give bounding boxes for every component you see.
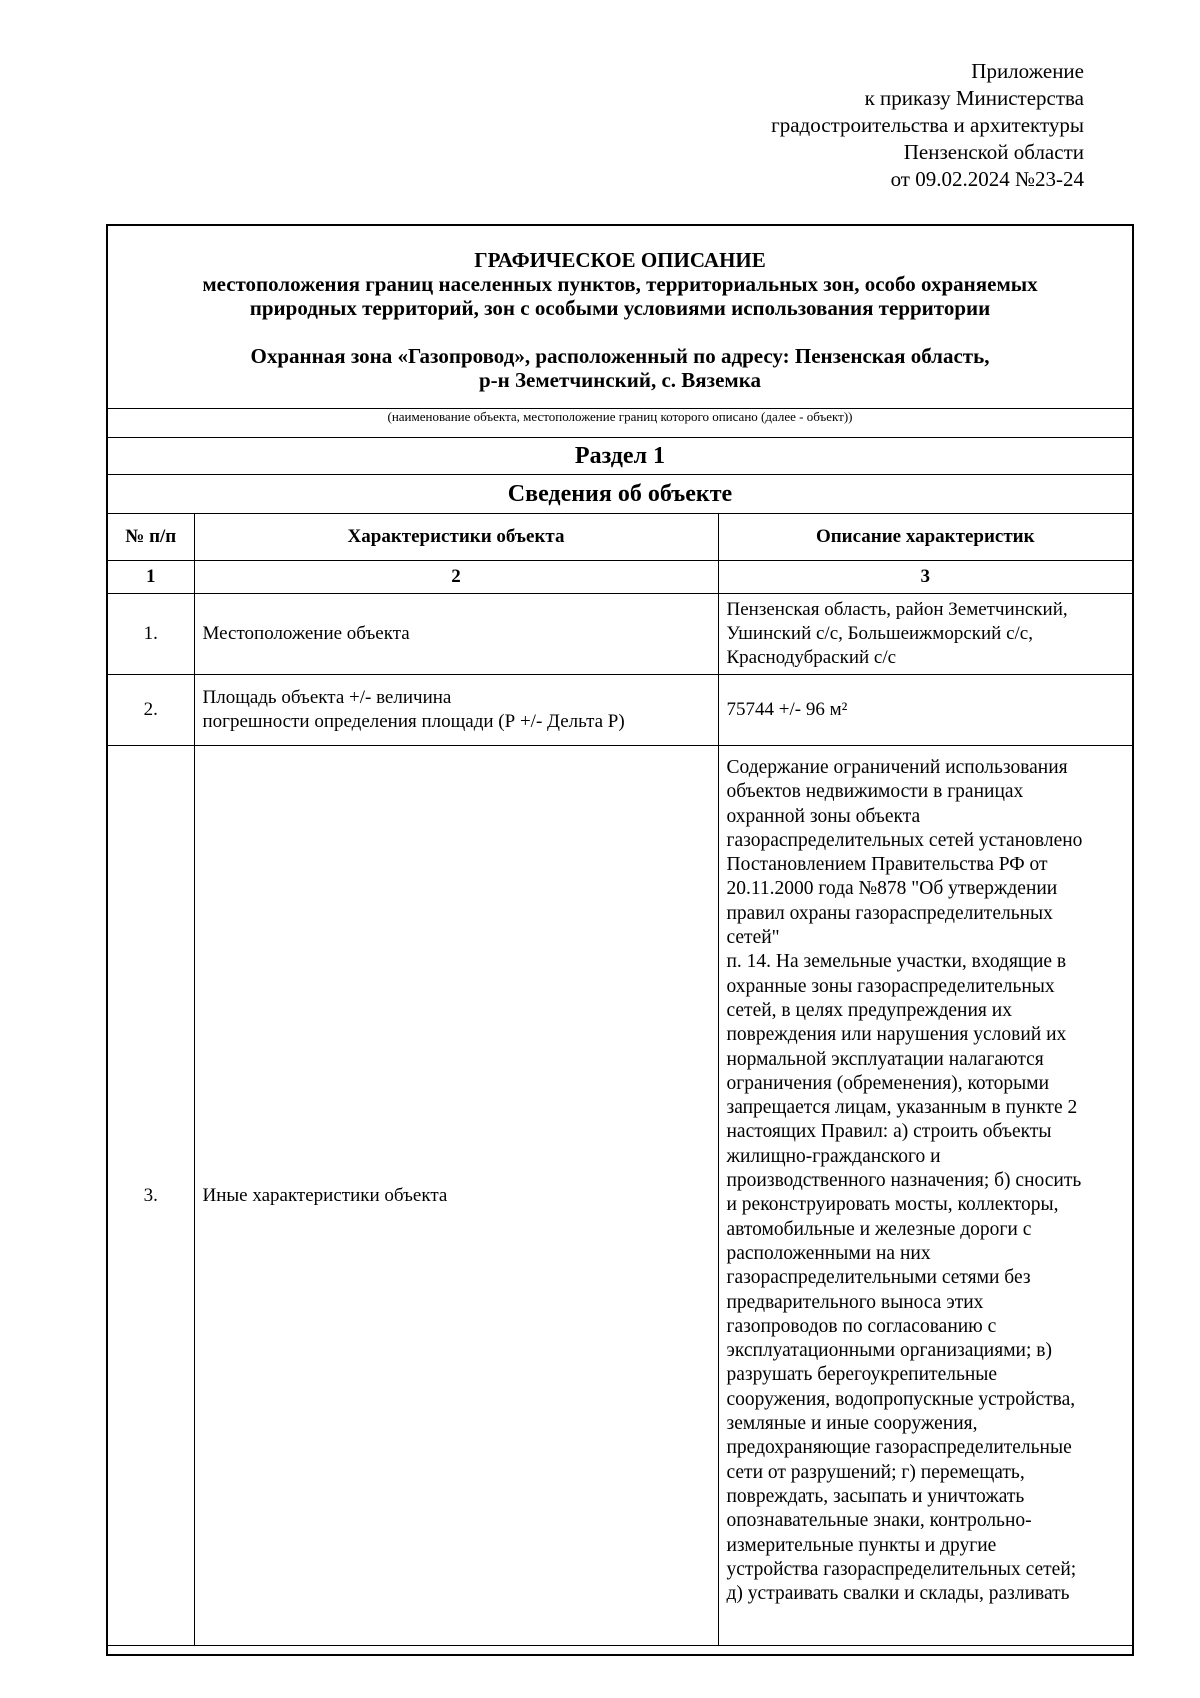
row-number: 1. bbox=[108, 594, 194, 675]
column-number-row bbox=[108, 561, 1132, 594]
table-row bbox=[108, 594, 1132, 675]
row-characteristic: Местоположение объекта bbox=[194, 594, 718, 675]
row-description: Пензенская область, район Земетчинский, Ушинский с/с, Большеижморский с/с, Краснодубраский с/с bbox=[718, 594, 1132, 675]
row-description: 75744 +/- 96 м² bbox=[718, 675, 1132, 746]
row-characteristic: Площадь объекта +/- величина погрешности определения площади (Р +/- Дельта Р) bbox=[194, 675, 718, 746]
object-name-line1: Охранная зона «Газопровод», расположенный по адресу: Пензенская область, bbox=[250, 344, 990, 368]
document-frame bbox=[106, 224, 1134, 1656]
row-characteristic: Иные характеристики объекта bbox=[194, 746, 718, 1646]
section-title: Сведения об объекте bbox=[108, 475, 1132, 514]
row-number: 3. bbox=[108, 746, 194, 1646]
header-cell-description: Описание характеристик bbox=[718, 514, 1132, 561]
table-row bbox=[108, 675, 1132, 746]
header-cell-number: № п/п bbox=[108, 514, 194, 561]
object-caption-text: (наименование объекта, местоположение границ которого описано (далее - объект)) bbox=[387, 409, 853, 424]
approval-line: градостроительства и архитектуры bbox=[771, 113, 1084, 137]
document-header bbox=[108, 226, 1132, 409]
table-row bbox=[108, 746, 1132, 1646]
table-header-row bbox=[108, 514, 1132, 561]
object-info-table bbox=[108, 514, 1132, 1646]
approval-line: к приказу Министерства bbox=[864, 86, 1084, 110]
column-number: 3 bbox=[718, 561, 1132, 594]
document-title: ГРАФИЧЕСКОЕ ОПИСАНИЕ bbox=[474, 248, 766, 272]
row-number: 2. bbox=[108, 675, 194, 746]
document-subtitle: местоположения границ населенных пунктов, территориальных зон, особо охраняемых природных территорий, зон с особыми условиями использования территории bbox=[202, 272, 1038, 320]
approval-line: Пензенской области bbox=[903, 140, 1084, 164]
object-caption bbox=[108, 409, 1132, 438]
restrictions-text: Содержание ограничений использования объектов недвижимости в границах охранной зоны объекта газораспределительных сетей установлено Постановлением Правительства РФ от 20.11.2000 года №878 "Об утверждении правил охраны газораспределительных сетей" п. 14. На земельные участки, входящие в охранные зоны газораспределительных сетей, в целях предупреждения их повреждения или нарушения условий их нормальной эксплуатации налагаются ограничения (обременения), которыми запрещается лицам, указанным в пункте 2 настоящих Правил: а) строить объекты жилищно-гражданского и производственного назначения; б) сносить и реконструировать мосты, коллекторы, автомобильные и железные дороги с расположенными на них газораспределительными сетями без предварительного выноса этих газопроводов по согласованию с эксплуатационными организациями; в) разрушать берегоукрепительные сооружения, водопропускные устройства, земляные и иные сооружения, предохраняющие газораспределительные сети от разрушений; г) перемещать, повреждать, засыпать и уничтожать опознавательные знаки, контрольно- измерительные пункты и другие устройства газораспределительных сетей; д) устраивать свалки и склады, разливать bbox=[726, 757, 1083, 1605]
approval-line: Приложение bbox=[971, 59, 1084, 83]
column-number: 1 bbox=[108, 561, 194, 594]
header-cell-characteristic: Характеристики объекта bbox=[194, 514, 718, 561]
approval-block bbox=[771, 58, 1084, 193]
column-number: 2 bbox=[194, 561, 718, 594]
object-name-line2: р-н Земетчинский, с. Вяземка bbox=[478, 368, 762, 392]
section-label: Раздел 1 bbox=[108, 438, 1132, 475]
row-description bbox=[718, 746, 1132, 1646]
approval-date: от 09.02.2024 №23-24 bbox=[890, 167, 1084, 191]
